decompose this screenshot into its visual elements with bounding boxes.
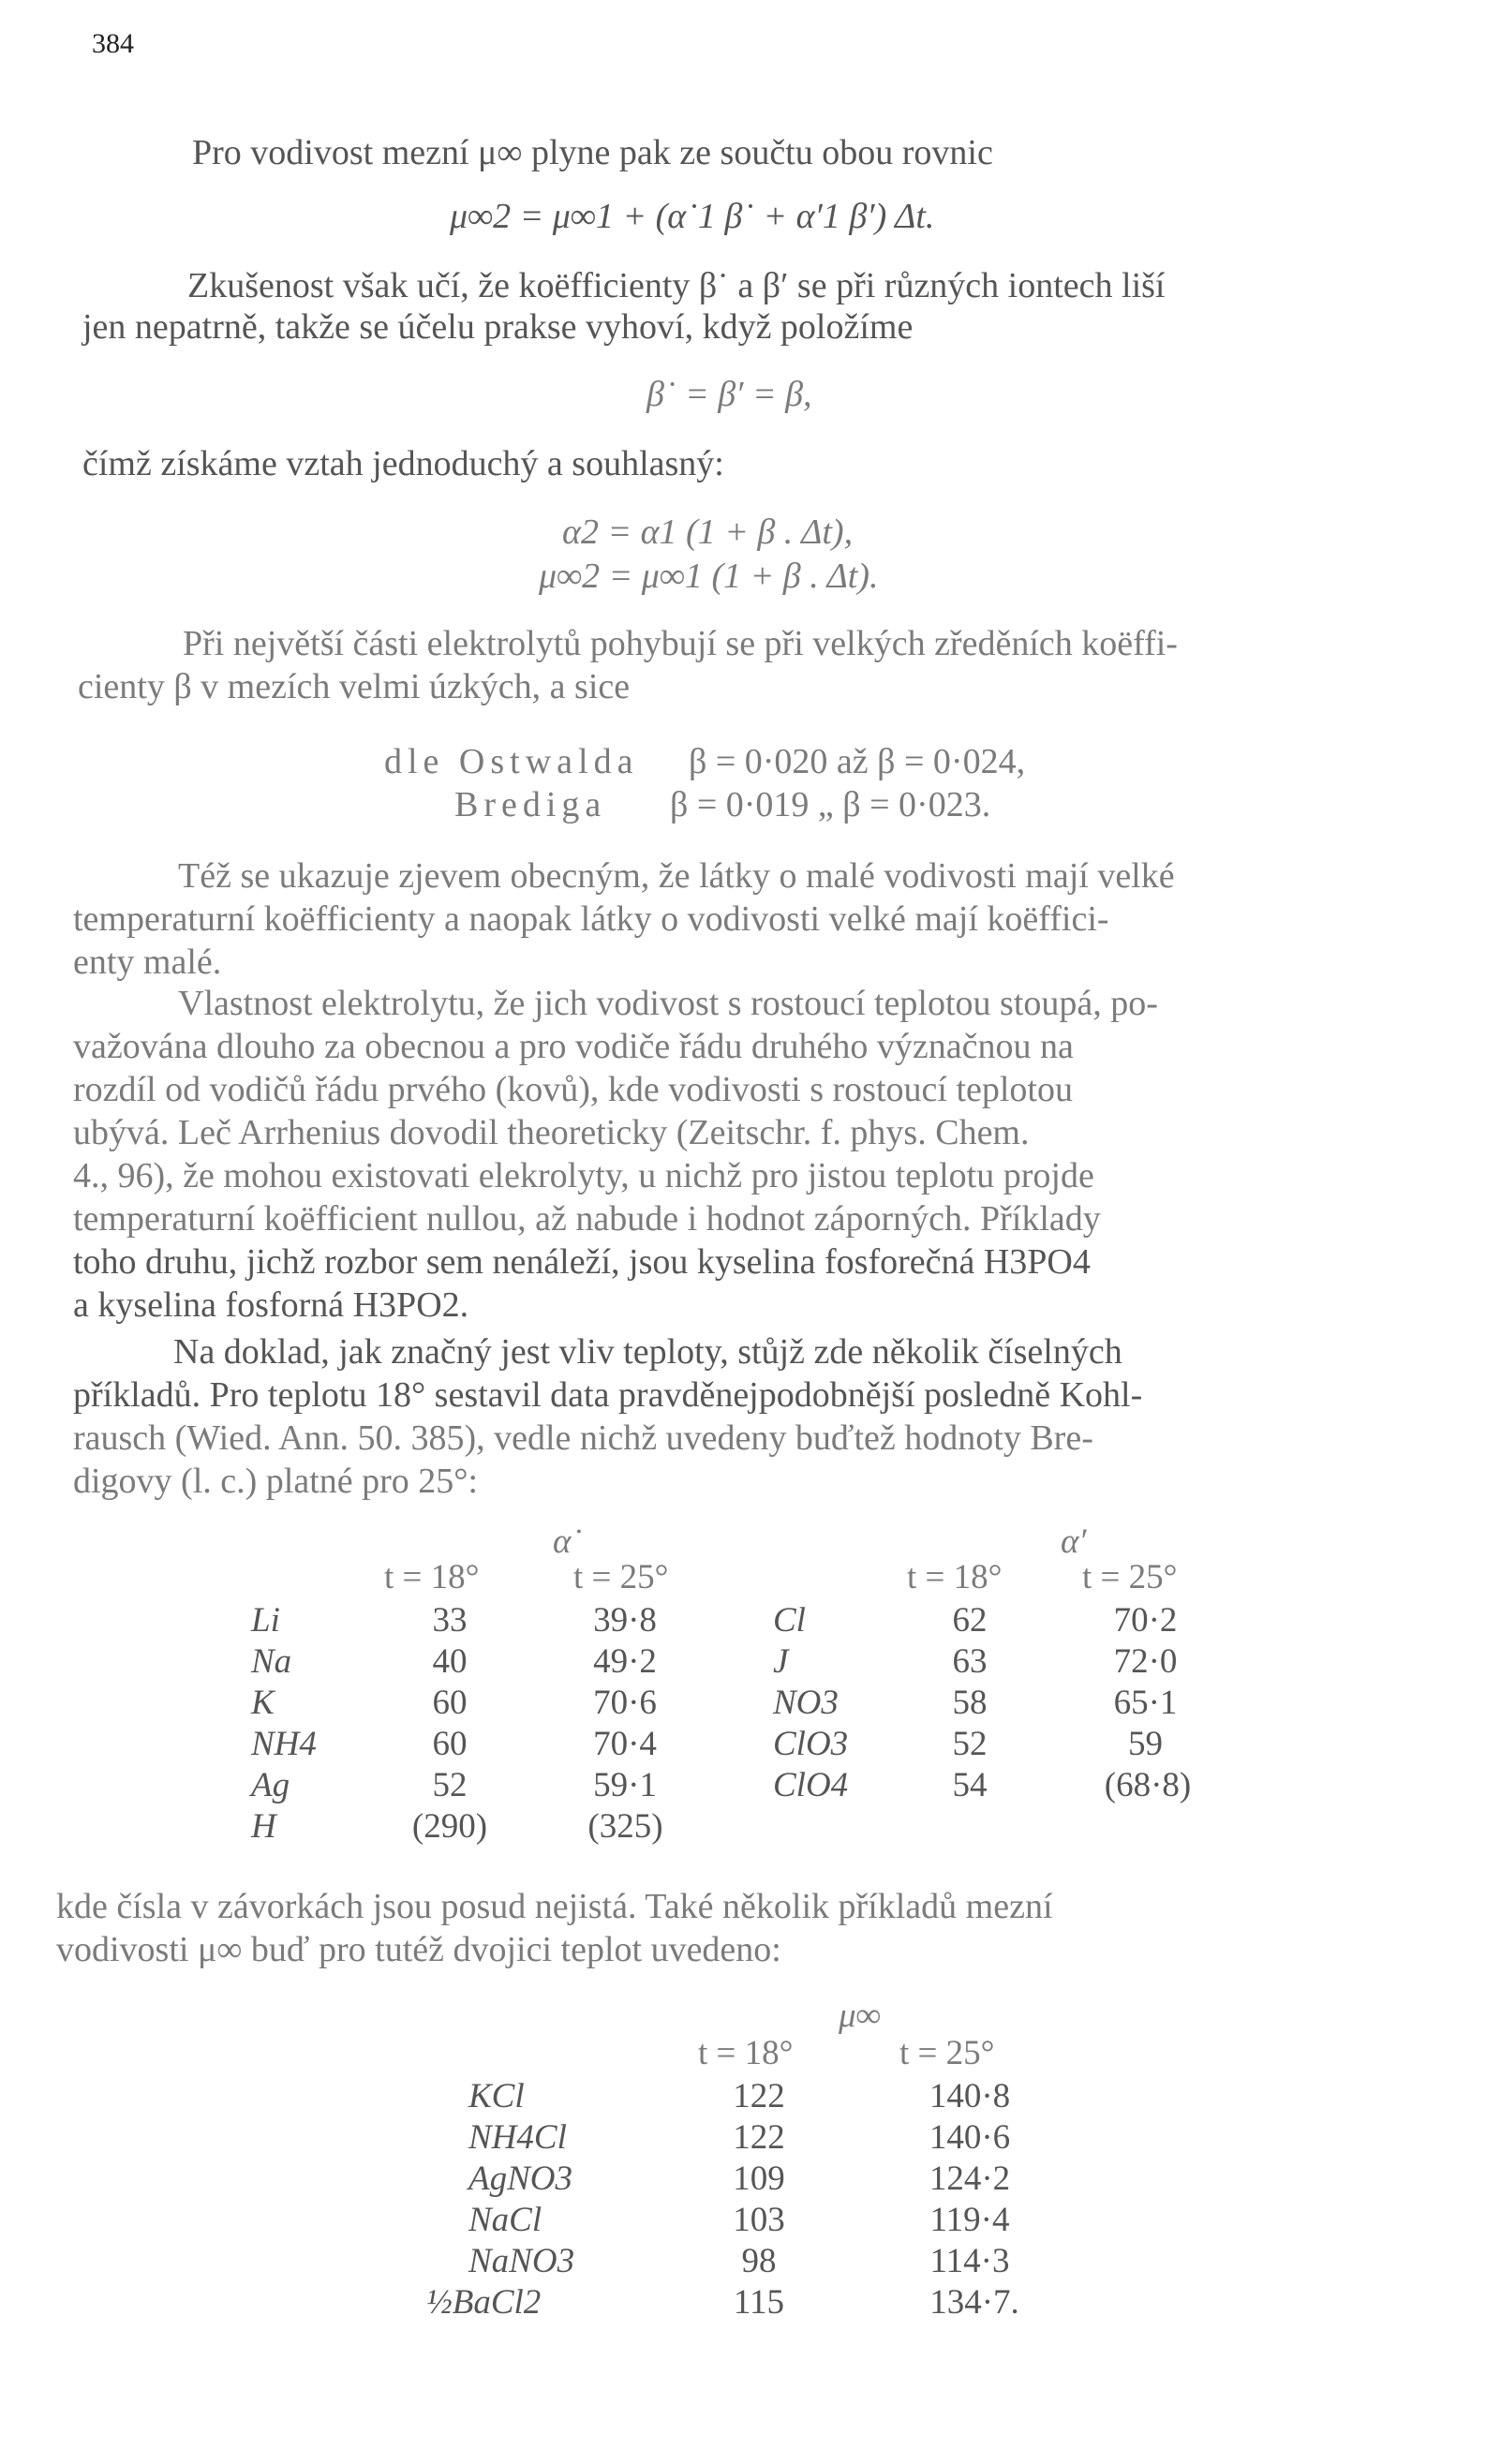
paragraph-line: važována dlouho za obecnou a pro vodiče řádu druhého význačnou na (73, 1027, 1074, 1066)
table2-header-t18: t = 18° (698, 2034, 794, 2072)
paragraph-line: cienty β v mezích velmi úzkých, a sice (78, 667, 631, 706)
table1-cell: 60 (432, 1725, 468, 1763)
table1-ion: Na (251, 1642, 292, 1681)
citation-author: Bredigа (454, 785, 607, 824)
table1-cell: 70·4 (593, 1725, 657, 1763)
paragraph-line: rozdíl od vodičů řádu prvého (kovů), kde vodivosti s rostoucí teplotou (73, 1070, 1073, 1109)
table2-cell: 122 (733, 2118, 785, 2157)
table2-cell: 103 (733, 2201, 785, 2239)
table2-cell: 122 (733, 2077, 785, 2115)
paragraph-line: toho druhu, jichž rozbor sem nenáleží, jsou kyselina fosforečná H3PO4 (73, 1242, 1091, 1282)
paragraph-line: temperaturní koëfficienty a naopak látky o vodivosti velké mají koëffici- (73, 899, 1109, 939)
table1-cell: 49·2 (593, 1642, 657, 1681)
paragraph-line: kde čísla v závorkách jsou posud nejistá. Také několik příkladů mezní (56, 1887, 1053, 1926)
table1-group-left: α˙ (553, 1522, 583, 1561)
table1-header-t18: t = 18° (384, 1558, 480, 1596)
paragraph-line: Na doklad, jak značný jest vliv teploty, stůjž zde několik číselných (173, 1332, 1122, 1372)
table2-cell: 109 (733, 2160, 785, 2198)
paragraph-line: příkladů. Pro teplotu 18° sestavil data pravděnejpodobnější posledně Kohl- (73, 1375, 1143, 1415)
table2-cell: 115 (733, 2283, 785, 2322)
table2-cell: 98 (741, 2242, 777, 2280)
paragraph-line: jen nepatrně, takže se účelu prakse vyhoví, když položíme (82, 307, 914, 347)
table2-salt: KCl (468, 2077, 525, 2115)
table1-cell: 62 (952, 1601, 988, 1640)
paragraph-line: ubývá. Leč Arrhenius dovodil theoreticky (Zeitschr. f. phys. Chem. (73, 1113, 1030, 1152)
citation-author: dle Ostwalda (384, 742, 639, 781)
table1-ion: J (773, 1642, 789, 1681)
table1-cell: (68·8) (1104, 1766, 1192, 1804)
table1-ion: H (251, 1807, 276, 1846)
table1-ion: Cl (773, 1601, 806, 1640)
table1-ion: ClO4 (773, 1766, 849, 1804)
table1-cell: 40 (432, 1642, 468, 1681)
paragraph-line: čímž získáme vztah jednoduchý a souhlasný: (82, 444, 724, 483)
table1-cell: 59·1 (593, 1766, 657, 1804)
table1-cell: 70·6 (593, 1684, 657, 1722)
table1-ion: Li (251, 1601, 280, 1640)
table1-cell: 33 (432, 1601, 468, 1640)
table2-cell: 124·2 (929, 2160, 1011, 2198)
table1-cell: (325) (587, 1807, 663, 1846)
table1-cell: 52 (952, 1725, 988, 1763)
table2-header-t25: t = 25° (899, 2034, 995, 2072)
paragraph-line: rausch (Wied. Ann. 50. 385), vedle nichž uvedeny buďtež hodnoty Bre- (73, 1418, 1093, 1458)
paragraph-line: enty malé. (73, 943, 222, 982)
table2-cell: 140·8 (929, 2077, 1011, 2115)
paragraph-line: Též se ukazuje zjevem obecným, že látky o malé vodivosti mají velké (178, 856, 1175, 896)
citation-values: β = 0·020 až β = 0·024, (689, 742, 1026, 781)
paragraph-line: 4., 96), že mohou existovati elekrolyty, u nichž pro jistou teplotu projde (73, 1156, 1094, 1195)
table1-cell: (290) (411, 1807, 488, 1846)
table2-cell: 140·6 (929, 2118, 1011, 2157)
table1-cell: 70·2 (1113, 1601, 1178, 1640)
table1-cell: 39·8 (593, 1601, 657, 1640)
table1-cell: 52 (432, 1766, 468, 1804)
table2-cell: 114·3 (929, 2242, 1010, 2280)
table2-cell: 119·4 (929, 2201, 1010, 2239)
table1-cell: 65·1 (1113, 1684, 1178, 1722)
paragraph-line: temperaturní koëfficient nullou, až nabude i hodnot záporných. Příklady (73, 1199, 1101, 1239)
equation: β˙ = β′ = β, (646, 375, 812, 414)
table1-cell: 72·0 (1113, 1642, 1178, 1681)
table1-header-t25: t = 25° (573, 1558, 669, 1596)
table2-salt: NaCl (468, 2201, 542, 2239)
table1-group-right: α′ (1061, 1522, 1087, 1561)
table1-ion: K (251, 1684, 275, 1722)
table1-ion: ClO3 (773, 1725, 849, 1763)
table1-header-t18: t = 18° (907, 1558, 1003, 1596)
table2-salt: AgNO3 (468, 2160, 572, 2198)
table1-header-t25: t = 25° (1082, 1558, 1178, 1596)
table1-cell: 58 (952, 1684, 988, 1722)
table2-cell: 134·7. (929, 2283, 1019, 2322)
paragraph-line: digovy (l. c.) platné pro 25°: (73, 1462, 479, 1501)
table1-cell: 63 (952, 1642, 988, 1681)
equation: α2 = α1 (1 + β . Δt), (562, 512, 854, 552)
table1-cell: 60 (432, 1684, 468, 1722)
table1-ion: NO3 (773, 1684, 839, 1722)
table1-cell: 59 (1128, 1725, 1163, 1763)
equation: μ∞2 = μ∞1 (1 + β . Δt). (539, 557, 879, 596)
table1-ion: NH4 (251, 1725, 317, 1763)
table1-ion: Ag (251, 1766, 290, 1804)
paragraph-line: Pro vodivost mezní μ∞ plyne pak ze součtu obou rovnic (192, 133, 993, 172)
paragraph-line: vodivosti μ∞ buď pro tutéž dvojici teplot uvedeno: (56, 1930, 781, 1969)
paragraph-line: a kyselina fosforná H3PO2. (73, 1285, 469, 1325)
table2-group: μ∞ (839, 1996, 881, 2035)
table2-salt: ½BaCl2 (426, 2283, 542, 2322)
table1-cell: 54 (952, 1766, 988, 1804)
table2-salt: NH4Cl (468, 2118, 567, 2157)
page-number: 384 (92, 28, 134, 59)
paragraph-line: Vlastnost elektrolytu, že jich vodivost s rostoucí teplotou stoupá, po- (178, 984, 1158, 1023)
paragraph-line: Při největší části elektrolytů pohybují se při velkých zředěních koëffi- (183, 624, 1178, 663)
equation: μ∞2 = μ∞1 + (α˙1 β˙ + α′1 β′) Δt. (450, 197, 935, 236)
table2-salt: NaNO3 (468, 2242, 575, 2280)
paragraph-line: Zkušenost však učí, že koëfficienty β˙ a β′ se při různých iontech liší (187, 266, 1166, 305)
citation-values: β = 0·019 „ β = 0·023. (670, 785, 991, 824)
